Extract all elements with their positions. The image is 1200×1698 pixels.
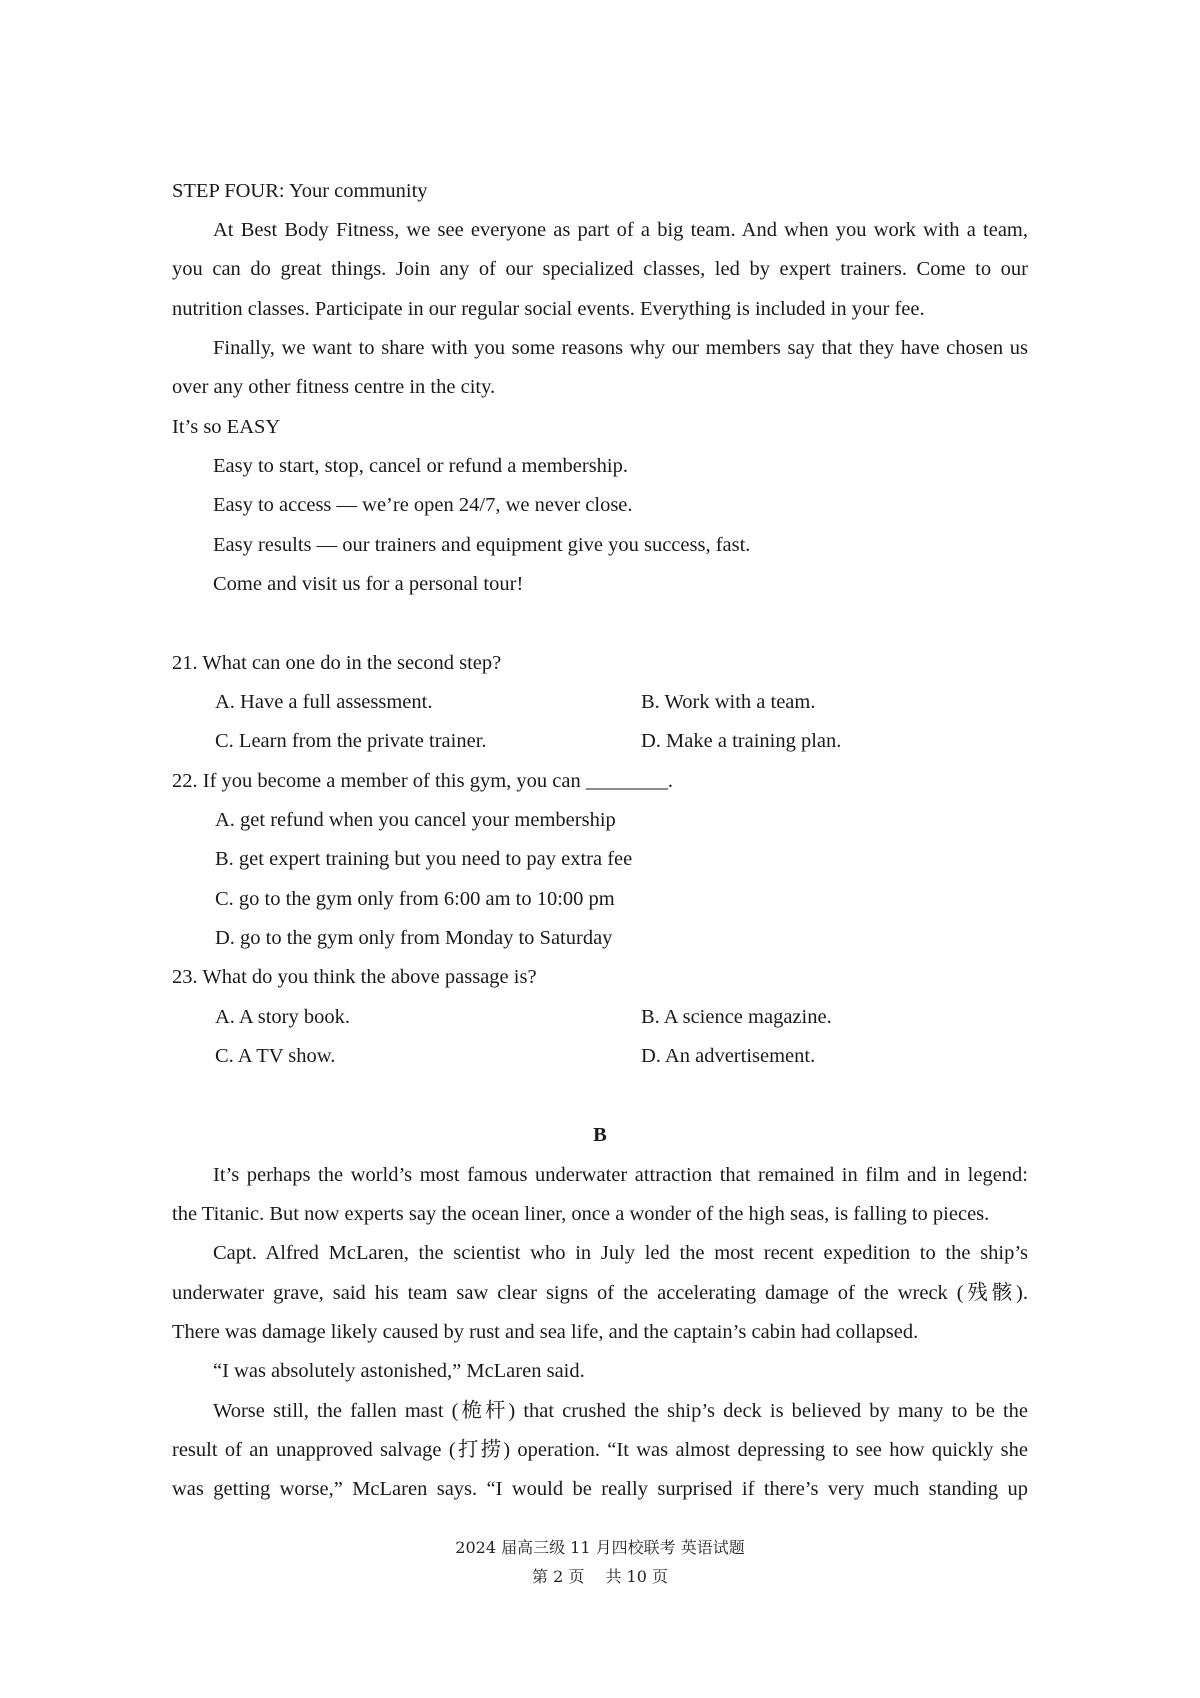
paragraph-line: over any other fitness centre in the city. — [172, 376, 496, 398]
paragraph-line: was getting worse,” McLaren says. “I would be really surprised if there’s very much standing up — [172, 1478, 1028, 1500]
question-22-option-d: D. go to the gym only from Monday to Saturday — [215, 927, 613, 949]
question-22-stem: 22. If you become a member of this gym, you can ________. — [172, 770, 673, 792]
easy-heading: It’s so EASY — [172, 416, 281, 438]
question-21-option-c: C. Learn from the private trainer. — [215, 730, 487, 752]
paragraph-line: underwater grave, said his team saw clear signs of the accelerating damage of the wreck (残骸). — [172, 1282, 1028, 1304]
step-four-heading: STEP FOUR: Your community — [172, 180, 428, 202]
question-23-option-b: B. A science magazine. — [641, 1006, 832, 1028]
question-23-stem: 23. What do you think the above passage is? — [172, 966, 537, 988]
paragraph-line: There was damage likely caused by rust and sea life, and the captain’s cabin had collapsed. — [172, 1321, 919, 1343]
question-22-option-a: A. get refund when you cancel your membership — [215, 809, 616, 831]
passage-b-heading: B — [593, 1124, 607, 1146]
easy-item: Easy to start, stop, cancel or refund a membership. — [213, 455, 628, 477]
question-21-option-b: B. Work with a team. — [641, 691, 816, 713]
question-21-option-d: D. Make a training plan. — [641, 730, 842, 752]
question-21-option-a: A. Have a full assessment. — [215, 691, 433, 713]
easy-item: Come and visit us for a personal tour! — [213, 573, 524, 595]
paragraph-line: At Best Body Fitness, we see everyone as part of a big team. And when you work with a team, — [213, 219, 1028, 241]
paragraph-line: It’s perhaps the world’s most famous underwater attraction that remained in film and in legend: — [213, 1164, 1028, 1186]
paragraph-line: Worse still, the fallen mast (桅杆) that crushed the ship’s deck is believed by many to be the — [213, 1400, 1028, 1422]
paragraph-line: result of an unapproved salvage (打捞) operation. “It was almost depressing to see how quickly she — [172, 1439, 1028, 1461]
paragraph-line: nutrition classes. Participate in our regular social events. Everything is included in your fee. — [172, 298, 925, 320]
question-23-option-a: A. A story book. — [215, 1006, 350, 1028]
question-22-option-c: C. go to the gym only from 6:00 am to 10:00 pm — [215, 888, 615, 910]
question-23-option-c: C. A TV show. — [215, 1045, 336, 1067]
easy-item: Easy to access — we’re open 24/7, we never close. — [213, 494, 633, 516]
footer-page-info: 第 2 页 共 10 页 — [532, 1567, 668, 1586]
footer-exam-title: 2024 届高三级 11 月四校联考 英语试题 — [455, 1538, 745, 1557]
paragraph-line: you can do great things. Join any of our specialized classes, led by expert trainers. Come to our — [172, 258, 1028, 280]
question-23-option-d: D. An advertisement. — [641, 1045, 816, 1067]
easy-item: Easy results — our trainers and equipment give you success, fast. — [213, 534, 751, 556]
paragraph-line: “I was absolutely astonished,” McLaren said. — [213, 1360, 585, 1382]
paragraph-line: Capt. Alfred McLaren, the scientist who in July led the most recent expedition to the ship’s — [213, 1242, 1028, 1264]
paragraph-line: the Titanic. But now experts say the ocean liner, once a wonder of the high seas, is falling to pieces. — [172, 1203, 990, 1225]
question-21-stem: 21. What can one do in the second step? — [172, 652, 502, 674]
question-22-option-b: B. get expert training but you need to pay extra fee — [215, 848, 633, 870]
paragraph-line: Finally, we want to share with you some reasons why our members say that they have chosen us — [213, 337, 1028, 359]
